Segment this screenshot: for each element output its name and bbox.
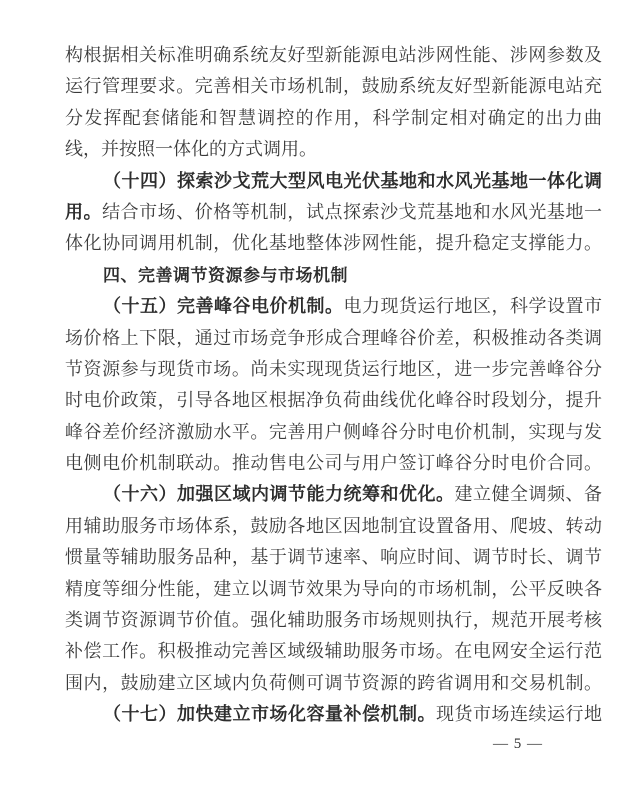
text-segment: 精度等细分性能，建立以调节效果为导向的市场机制，公平反映各 [65, 578, 602, 599]
text-line [65, 323, 602, 354]
text-segment: 峰谷差价经济激励水平。完善用户侧峰谷分时电价机制，实现与发 [65, 421, 602, 442]
text-segment: 分发挥配套储能和智慧调控的作用，科学制定相对确定的出力曲 [65, 107, 602, 128]
bold-text-segment: （十六）加强区域内调节能力统筹和优化。 [103, 484, 455, 505]
text-segment: 体化协同调用机制，优化基地整体涉网性能，提升稳定支撑能力。 [65, 233, 602, 254]
bold-text-segment: （十七）加快建立市场化容量补偿机制。 [103, 704, 436, 725]
text-segment: 场价格上下限，通过市场竞争形成合理峰谷价差，积极推动各类调 [65, 327, 602, 348]
text-segment: 节资源参与现货市场。尚未实现现货运行地区，进一步完善峰谷分 [65, 358, 602, 379]
text-segment: 用辅助服务市场体系，鼓励各地区因地制宜设置备用、爬坡、转动 [65, 515, 602, 536]
text-line [65, 636, 602, 667]
bold-text-segment: 用。 [65, 201, 103, 222]
text-line [65, 291, 602, 322]
text-segment: 电力现货运行地区，科学设置市 [343, 296, 602, 317]
text-line [65, 668, 602, 699]
text-segment: 结合市场、价格等机制，试点探索沙戈荒基地和水风光基地一 [102, 201, 602, 222]
text-line [65, 448, 602, 479]
text-segment: 线，并按照一体化的方式调用。 [65, 139, 317, 160]
text-line [65, 103, 602, 134]
text-line [65, 385, 602, 416]
text-line [65, 479, 602, 510]
text-line [65, 40, 602, 71]
bold-text-segment: （十四）探索沙戈荒大型风电光伏基地和水风光基地一体化调 [103, 170, 602, 191]
text-segment: 时电价政策，引导各地区根据净负荷曲线优化峰谷时段划分，提升 [65, 390, 602, 411]
text-segment: 类调节资源调节价值。强化辅助服务市场规则执行，规范开展考核 [65, 610, 602, 631]
text-line [65, 574, 602, 605]
text-line [65, 417, 602, 448]
text-line [65, 354, 602, 385]
text-segment: 现货市场连续运行地 [436, 704, 602, 725]
text-segment: 围内，鼓励建立区域内负荷侧可调节资源的跨省调用和交易机制。 [65, 672, 602, 693]
text-line [65, 542, 602, 573]
text-line [65, 71, 602, 102]
page-number: — 5 — [493, 736, 543, 752]
text-segment: 补偿工作。积极推动完善区域级辅助服务市场。在电网安全运行范 [65, 641, 602, 662]
document-body [65, 40, 602, 731]
text-line [65, 511, 602, 542]
text-line [65, 166, 602, 197]
text-line [65, 699, 602, 730]
text-line [65, 197, 602, 228]
text-line [65, 134, 602, 165]
text-line [65, 228, 602, 259]
bold-text-segment: （十五）完善峰谷电价机制。 [103, 296, 344, 317]
text-line [65, 605, 602, 636]
text-segment: 电侧电价机制联动。推动售电公司与用户签订峰谷分时电价合同。 [65, 453, 602, 474]
section-heading [65, 260, 602, 291]
text-segment: 构根据相关标准明确系统友好型新能源电站涉网性能、涉网参数及 [65, 45, 602, 65]
text-segment: 建立健全调频、备 [454, 484, 602, 505]
text-segment: 惯量等辅助服务品种，基于调节速率、响应时间、调节时长、调节 [65, 547, 602, 568]
bold-text-segment: 四、完善调节资源参与市场机制 [103, 265, 348, 285]
text-segment: 运行管理要求。完善相关市场机制，鼓励系统友好型新能源电站充 [65, 76, 602, 97]
